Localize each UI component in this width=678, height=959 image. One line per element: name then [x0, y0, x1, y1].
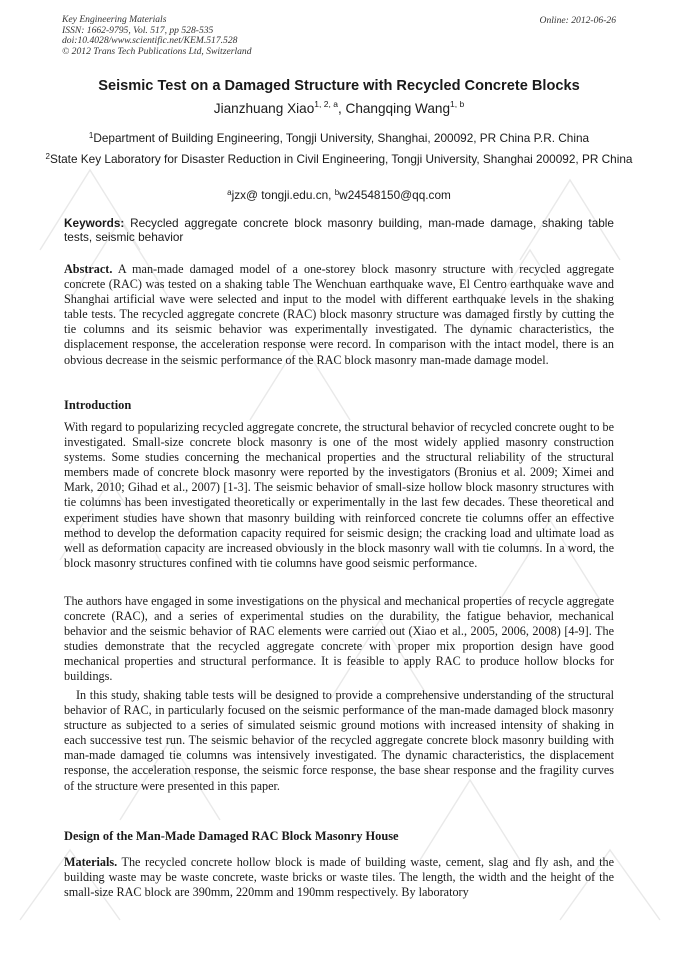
online-date: Online: 2012-06-26: [539, 15, 616, 26]
email-line: [20, 188, 658, 202]
author-separator: ,: [337, 101, 346, 116]
affiliation-1: [40, 131, 638, 145]
intro-paragraph-3: In this study, shaking table tests will be designed to provide a comprehensive understanding of the structural behavior of RAC, in particularly focused on the seismic performance of the man-made damaged block masonry structure as subjected to a series of simulated seismic ground motions with increased intensity of shaking in each successive test run. The seismic behavior of the recycled aggregate concrete block masonry building with man-made damaged tie columns was intensively investigated. The dynamic characteristics, the displacement response, the acceleration response, the seismic force response, the base shear response and the fragility curves of the structure were presented in this paper.: [64, 688, 614, 793]
author-superscript: 1, 2, a: [314, 99, 338, 109]
email-address[interactable]: w24548150@qq.com: [339, 188, 451, 202]
keywords-text: Recycled aggregate concrete block masonry building, man-made damage, shaking table tests, seismic behavior: [64, 216, 614, 245]
abstract: [64, 262, 614, 368]
affiliation-text: State Key Laboratory for Disaster Reduction in Civil Engineering, Tongji University, Shanghai 200092, PR China: [49, 152, 633, 166]
keywords-label: Keywords:: [64, 216, 125, 230]
keywords: [64, 216, 614, 244]
section-heading: Introduction: [64, 398, 132, 412]
email-superscript: b: [334, 188, 340, 197]
affiliation-superscript: 1: [88, 131, 94, 140]
author-name: Jianzhuang Xiao: [213, 101, 315, 116]
author-line: [20, 101, 658, 116]
section-heading: Design of the Man-Made Damaged RAC Block Masonry House: [64, 829, 399, 843]
affiliation-2: [40, 152, 638, 166]
paper-title: Seismic Test on a Damaged Structure with Recycled Concrete Blocks: [98, 78, 580, 94]
intro-paragraph-2: The authors have engaged in some investigations on the physical and mechanical properties of recycle aggregate concrete (RAC), and a series of experimental studies on the durability, the fatigue behavior, mechanical behavior and the seismic behavior of RAC elements were carried out (Xiao et al., 2005, 2006, 2008) [4-9]. The studies demonstrate that the recycled aggregate concrete with proper mix proportion design have good mechanical properties and structural performance. It is feasible to apply RAC to produce hollow blocks for buildings.: [64, 594, 614, 684]
affiliation-text: Department of Building Engineering, Tongji University, Shanghai, 200092, PR China P.R. China: [93, 131, 590, 145]
author-superscript: 1, b: [450, 99, 465, 109]
abstract-label: Abstract.: [64, 262, 113, 276]
abstract-text: A man-made damaged model of a one-storey block masonry structure with recycled aggregate concrete (RAC) was tested on a shaking table The Wenchuan earthquake wave, El Centro earthquake wave and Shanghai artificial wave were selected and input to the model with different earthquake levels in the shaking table tests. The recycled aggregate concrete (RAC) block masonry structure was damaged firstly by cutting the tie columns and its seismic behavior was experimentally investigated. The dynamic characteristics, the displacement response, the acceleration response were record. In comparison with the intact model, there is an obvious decrease in the seismic performance of the RAC block masonry man-made damage model.: [64, 262, 614, 367]
copyright-line: © 2012 Trans Tech Publications Ltd, Switzerland: [62, 45, 252, 57]
intro-paragraph-1: With regard to popularizing recycled aggregate concrete, the structural behavior of recycled concrete ought to be investigated. Small-size concrete block masonry is one of the most widely applied masonry construction systems. Some studies concerning the mechanical properties and the structural reliability of the structural members made of concrete block masonry were reported by the investigators (Bronius et al. 2009; Ximei and Mark, 2010; Gihad et al., 2007) [1-3]. The seismic behavior of small-size hollow block masonry structures with tie columns has been investigated theoretically or experimentally in the last few decades. These theoretical and experiment studies have shown that masonry building with reinforced concrete tie columns offer an effective method to develop the deformation capacity required for seismic design; the cracking load and ultimate load as well as deformation capacity are increased obviously in the block masonry wall with tie columns. In a word, the block masonry structures confined with tie columns have good seismic performance.: [64, 420, 614, 570]
email-address[interactable]: jzx@ tongji.edu.cn,: [231, 188, 335, 202]
materials-label: Materials.: [64, 855, 118, 869]
author-name: Changqing Wang: [345, 101, 451, 116]
doi-line: doi:10.4028/www.scientific.net/KEM.517.528: [62, 35, 238, 47]
materials-paragraph: [64, 855, 614, 900]
journal-header: [62, 15, 252, 57]
materials-text: The recycled concrete hollow block is made of building waste, cement, slag and fly ash, and the building waste may be waste concrete, waste bricks or waste tiles. The length, the width and the height of the small-size RAC block are 390mm, 220mm and 190mm respectively. By laboratory: [64, 855, 614, 900]
issn-line: ISSN: 1662-9795, Vol. 517, pp 528-535: [62, 24, 214, 36]
journal-name: Key Engineering Materials: [62, 14, 167, 25]
email-superscript: a: [227, 188, 232, 197]
affiliation-superscript: 2: [45, 152, 50, 161]
